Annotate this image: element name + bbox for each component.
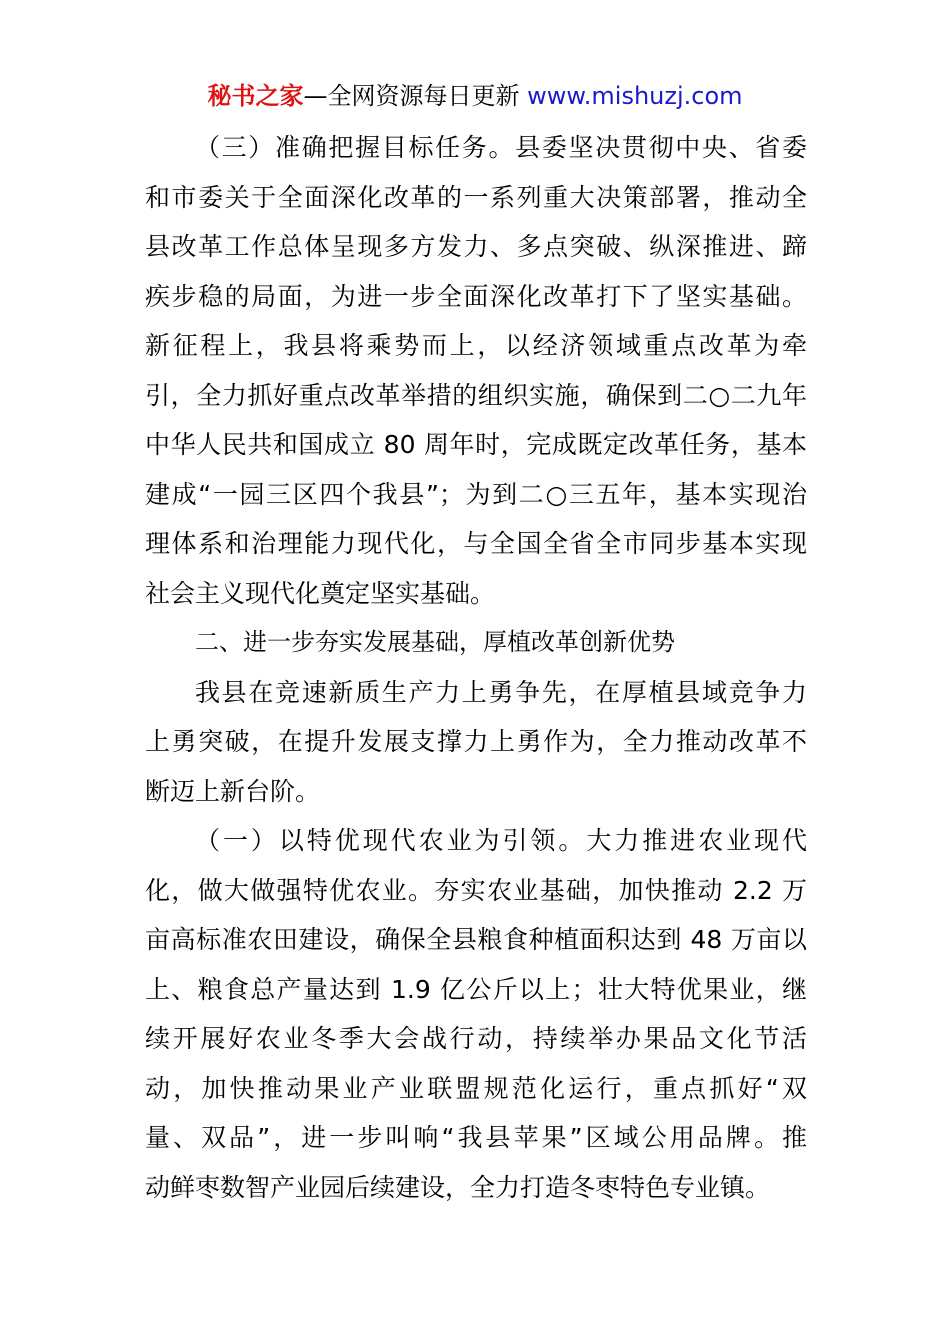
text-line: 断迈上新台阶。 xyxy=(145,776,321,806)
text-line: 理体系和治理能力现代化，与全国全省全市同步基本实现 xyxy=(145,529,807,558)
text-line: 续开展好农业冬季大会战行动，持续举办果品文化节活 xyxy=(145,1024,807,1053)
text-line: 社会主义现代化奠定坚实基础。 xyxy=(145,578,496,608)
text-line: 上、粮食总产量达到 1.9 亿公斤以上；壮大特优果业，继 xyxy=(145,974,807,1004)
text-line: 新征程上，我县将乘势而上，以经济领域重点改革为牵 xyxy=(145,331,807,360)
text-line: 量、双品”，进一步叫响“我县苹果”区域公用品牌。推 xyxy=(145,1123,807,1152)
site-url[interactable]: www.mishuzj.com xyxy=(527,82,743,110)
text-line: （一）以特优现代农业为引领。大力推进农业现代 xyxy=(195,826,807,855)
paragraph-goals xyxy=(145,123,807,618)
text-line: 我县在竞速新质生产力上勇争先，在厚植县域竞争力 xyxy=(195,677,807,707)
text-line: 中华人民共和国成立 80 周年时，完成既定改革任务，基本 xyxy=(145,430,807,459)
text-line: 建成“一园三区四个我县”；为到二○三五年，基本实现治 xyxy=(145,479,807,509)
text-line: 上勇突破，在提升发展支撑力上勇作为，全力推动改革不 xyxy=(145,727,807,756)
brand-name: 秘书之家 xyxy=(207,82,304,110)
page-header xyxy=(0,80,950,112)
text-line: 化，做大做强特优农业。夯实农业基础，加快推动 2.2 万 xyxy=(145,875,807,905)
paragraph-agriculture xyxy=(145,816,807,1212)
text-line: 亩高标准农田建设，确保全县粮食种植面积达到 48 万亩以 xyxy=(145,925,807,954)
text-line: 疾步稳的局面，为进一步全面深化改革打下了坚实基础。 xyxy=(145,281,807,311)
paragraph-intro xyxy=(145,668,807,817)
document-body xyxy=(145,123,807,1212)
heading-text: 二、进一步夯实发展基础，厚植改革创新优势 xyxy=(195,628,675,656)
text-line: 和市委关于全面深化改革的一系列重大决策部署，推动全 xyxy=(145,182,807,212)
header-tagline: —全网资源每日更新 xyxy=(303,82,520,110)
section-heading xyxy=(145,618,807,668)
text-line: （三）准确把握目标任务。县委坚决贯彻中央、省委 xyxy=(195,133,807,162)
text-line: 县改革工作总体呈现多方发力、多点突破、纵深推进、蹄 xyxy=(145,232,807,261)
text-line: 动鲜枣数智产业园后续建设，全力打造冬枣特色专业镇。 xyxy=(145,1172,771,1202)
text-line: 动，加快推动果业产业联盟规范化运行，重点抓好“双 xyxy=(145,1073,807,1103)
text-line: 引，全力抓好重点改革举措的组织实施，确保到二○二九年 xyxy=(145,380,807,410)
